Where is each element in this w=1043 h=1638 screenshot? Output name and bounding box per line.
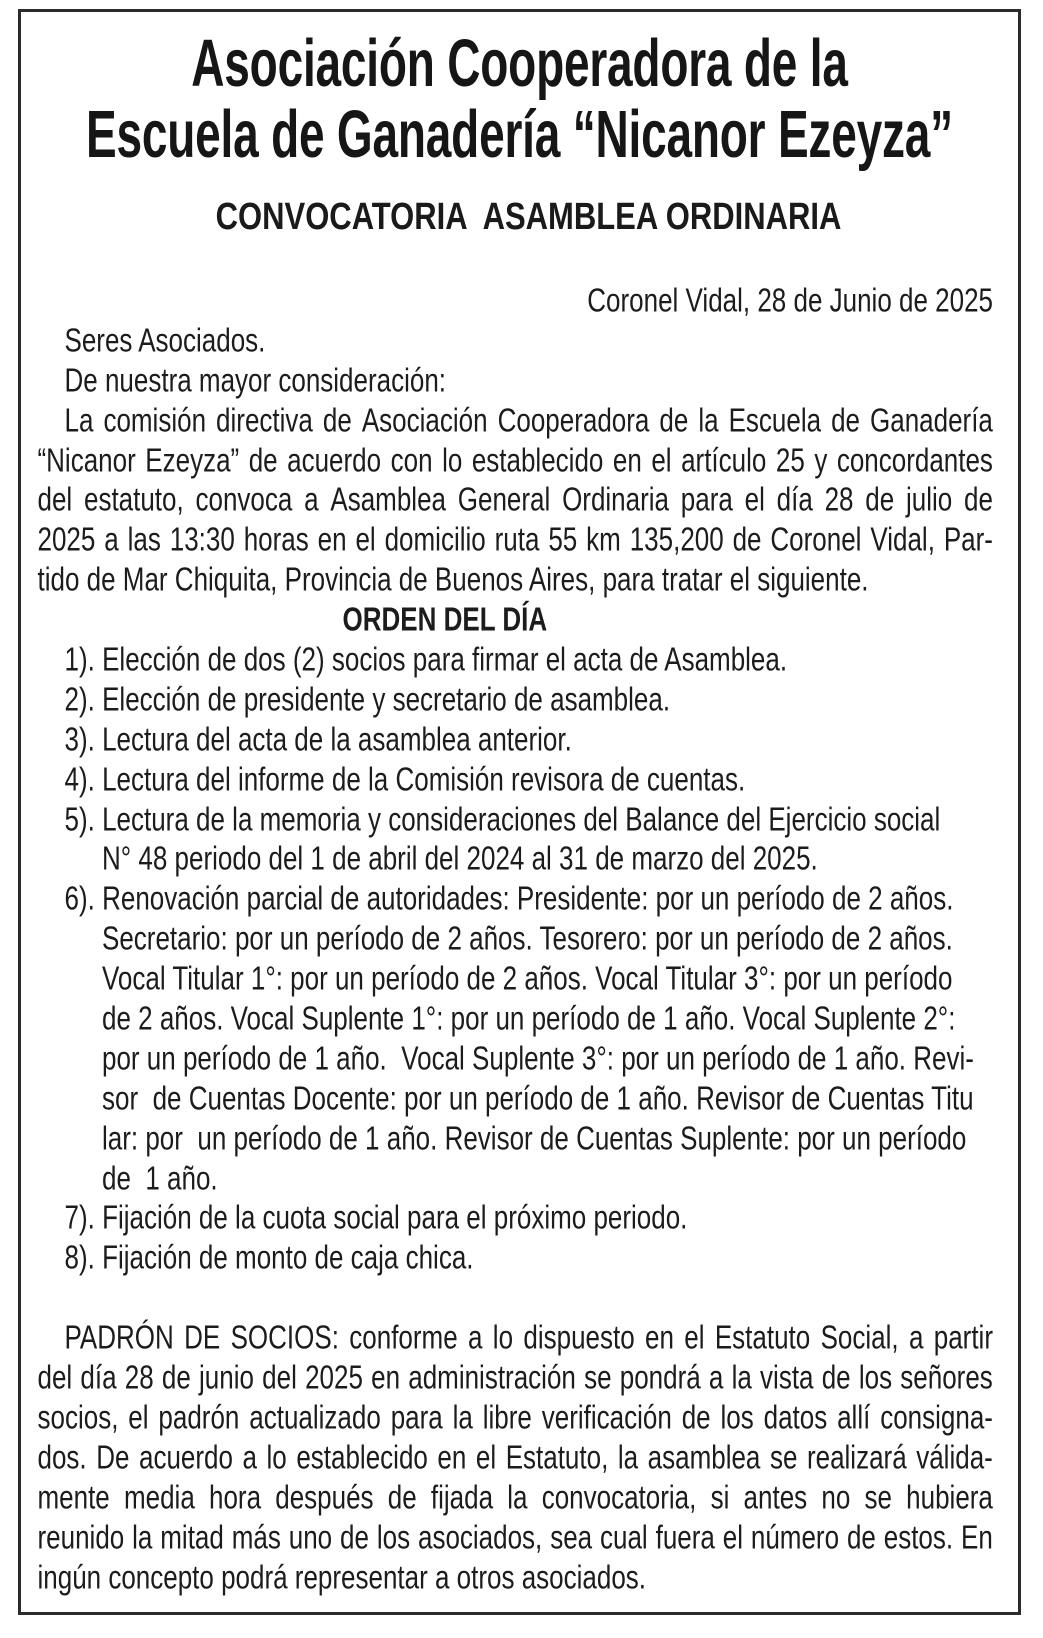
word-fragment: estos.: [883, 1517, 954, 1556]
word-fragment: asamblea: [647, 1437, 761, 1476]
word-fragment: la: [507, 1477, 528, 1516]
word-fragment: estatuto,: [83, 479, 184, 519]
agenda-item-8: [38, 1233, 994, 1284]
word-fragment: el: [355, 519, 376, 559]
word-fragment: pondrá: [619, 1357, 701, 1396]
word-fragment: 2025: [305, 1357, 363, 1396]
agenda-item-text: Lectura de la memoria y consideraciones del Balance del Ejercicio social: [102, 799, 941, 838]
word-fragment: el: [722, 1517, 743, 1556]
word-fragment: los: [858, 1357, 893, 1396]
word-fragment: reunido: [37, 1517, 125, 1556]
salutation: Seres Asociados.: [64, 320, 266, 359]
word-fragment: de: [248, 440, 278, 479]
word-fragment: “Nicanor: [37, 440, 136, 479]
intro-line: tido de Mar Chiquita, Provincia de Buenos Aires, para tratar el siguiente.: [37, 559, 869, 599]
word-fragment: asociados,: [417, 1517, 543, 1556]
word-fragment: fijada: [430, 1477, 494, 1516]
word-fragment: administración: [408, 1357, 576, 1396]
word-fragment: uno: [288, 1517, 333, 1556]
word-fragment: en: [371, 1357, 401, 1396]
word-fragment: y: [814, 440, 828, 479]
word-fragment: se: [769, 1437, 798, 1476]
word-fragment: a: [242, 1437, 257, 1476]
word-fragment: se: [584, 1357, 612, 1396]
word-fragment: acuerdo: [139, 1437, 233, 1476]
agenda-item-number: 8).: [64, 1237, 95, 1277]
agenda-item-6-continuation: por un período de 1 año. Vocal Suplente 3°: por un período de 1 año. Revi-: [102, 1038, 974, 1077]
word-fragment: a: [304, 479, 319, 519]
agenda-heading: ORDEN DEL DÍA: [342, 599, 548, 639]
word-fragment: la: [617, 1437, 639, 1476]
word-fragment: a: [104, 519, 119, 559]
word-fragment: Social,: [820, 1317, 899, 1357]
word-fragment: antes: [743, 1477, 808, 1516]
word-fragment: realizará: [806, 1437, 907, 1476]
agenda-item-text: Renovación parcial de autoridades: Presidente: por un período de 2 años.: [102, 878, 954, 918]
word-fragment: 135,200: [629, 519, 724, 559]
date-line: Coronel Vidal, 28 de Junio de 2025: [587, 280, 993, 319]
word-fragment: la: [698, 400, 719, 439]
word-fragment: hubiera: [906, 1477, 993, 1516]
word-fragment: del: [37, 1357, 73, 1396]
word-fragment: comisión: [103, 400, 207, 439]
word-fragment: válida-: [916, 1437, 993, 1476]
agenda-item-number: 2).: [64, 679, 95, 718]
word-fragment: día: [80, 1357, 117, 1396]
word-fragment: establecido: [471, 440, 604, 479]
word-fragment: dispuesto: [523, 1317, 635, 1357]
agenda-item-6-continuation: Secretario: por un período de 2 años. Tesorero: por un período de 2 años.: [102, 918, 953, 958]
word-fragment: el: [128, 1397, 149, 1436]
word-fragment: se: [864, 1477, 892, 1516]
word-fragment: lo: [266, 1437, 287, 1476]
title-line-2: Escuela de Ganadería “Nicanor Ezeyza”: [86, 96, 953, 172]
word-fragment: padrón: [158, 1397, 240, 1436]
word-fragment: media: [123, 1477, 195, 1516]
word-fragment: 13:30: [169, 519, 235, 559]
word-fragment: el: [475, 1437, 497, 1476]
agenda-item-number: 6).: [64, 878, 95, 918]
word-fragment: horas: [243, 519, 309, 559]
word-fragment: La: [64, 400, 94, 439]
word-fragment: socios,: [37, 1397, 119, 1436]
word-fragment: el: [744, 479, 765, 519]
word-fragment: vista: [760, 1357, 814, 1396]
agenda-item-text: Elección de dos (2) socios para firmar el acta de Asamblea.: [102, 639, 788, 678]
word-fragment: en: [437, 1437, 467, 1476]
word-fragment: datos: [763, 1397, 828, 1436]
word-fragment: número: [750, 1517, 840, 1556]
word-fragment: de: [659, 400, 689, 439]
word-fragment: mente: [37, 1477, 110, 1516]
word-fragment: señores: [900, 1357, 993, 1396]
word-fragment: de: [865, 479, 895, 519]
word-fragment: De: [96, 1437, 130, 1476]
word-fragment: junio: [199, 1357, 254, 1396]
word-fragment: PADRÓN: [64, 1317, 174, 1357]
word-fragment: en: [317, 519, 347, 559]
word-fragment: en: [612, 440, 642, 479]
word-fragment: 28: [824, 479, 854, 519]
word-fragment: 55: [548, 519, 578, 559]
notice-subtitle: CONVOCATORIA ASAMBLEA ORDINARIA: [215, 195, 842, 238]
word-fragment: Ordinaria: [562, 479, 669, 519]
padron-line: ingún concepto podrá representar a otros asociados.: [37, 1557, 646, 1596]
word-fragment: las: [127, 519, 161, 559]
agenda-item-6-continuation: sor de Cuentas Docente: por un período de 1 año. Revisor de Cuentas Titu: [102, 1078, 974, 1117]
word-fragment: convoca: [195, 479, 293, 519]
word-fragment: a: [908, 1317, 924, 1357]
word-fragment: julio: [905, 479, 953, 519]
greeting: De nuestra mayor consideración:: [64, 360, 447, 399]
word-fragment: de: [387, 1477, 417, 1516]
word-fragment: para: [390, 1397, 443, 1436]
agenda-item-text: Lectura del acta de la asamblea anterior.: [102, 719, 572, 758]
word-fragment: los: [720, 1397, 754, 1436]
agenda-item-number: 1).: [64, 639, 95, 678]
agenda-item-text: Lectura del informe de la Comisión revisora de cuentas.: [102, 759, 746, 798]
word-fragment: sea: [550, 1517, 593, 1556]
word-fragment: del: [37, 479, 73, 519]
agenda-item-text: Fijación de la cuota social para el próximo periodo.: [102, 1198, 688, 1237]
agenda-item-5-continuation: N° 48 periodo del 1 de abril del 2024 al 31 de marzo del 2025.: [102, 839, 818, 878]
word-fragment: del: [262, 1357, 297, 1396]
word-fragment: conforme: [349, 1317, 458, 1357]
word-fragment: la: [132, 1517, 153, 1556]
word-fragment: allí: [837, 1397, 871, 1436]
word-fragment: de: [161, 1357, 191, 1396]
word-fragment: Par-: [943, 519, 993, 559]
word-fragment: de: [964, 479, 993, 519]
notice-frame: [18, 9, 1021, 1615]
word-fragment: dos.: [37, 1437, 87, 1476]
word-fragment: partir: [933, 1317, 993, 1357]
word-fragment: establecido: [296, 1437, 428, 1476]
word-fragment: después: [275, 1477, 374, 1516]
word-fragment: ruta: [494, 519, 540, 559]
word-fragment: libre: [482, 1397, 532, 1436]
word-fragment: si: [710, 1477, 730, 1516]
word-fragment: los: [376, 1517, 411, 1556]
word-fragment: DE: [184, 1317, 221, 1357]
word-fragment: SOCIOS:: [230, 1317, 339, 1357]
word-fragment: 25: [775, 440, 805, 479]
word-fragment: no: [821, 1477, 851, 1516]
word-fragment: consigna-: [880, 1397, 993, 1436]
word-fragment: concordantes: [836, 440, 993, 479]
word-fragment: lo: [442, 440, 463, 479]
agenda-item-text: Fijación de monto de caja chica.: [102, 1237, 474, 1277]
word-fragment: la: [731, 1357, 752, 1396]
word-fragment: el: [651, 440, 672, 479]
word-fragment: acuerdo: [287, 440, 382, 479]
agenda-item-number: 3).: [64, 719, 95, 758]
agenda-item-number: 4).: [64, 759, 95, 798]
word-fragment: actualizado: [249, 1397, 381, 1436]
word-fragment: de: [322, 400, 352, 439]
word-fragment: con: [390, 440, 433, 479]
word-fragment: de: [340, 1517, 369, 1556]
word-fragment: convocatoria,: [541, 1477, 697, 1516]
word-fragment: Estatuto: [714, 1317, 811, 1357]
notice-body: [38, 281, 994, 1597]
word-fragment: km: [586, 519, 621, 559]
word-fragment: lo: [492, 1317, 514, 1357]
word-fragment: Escuela: [728, 400, 822, 439]
agenda-item-6-continuation: de 2 años. Vocal Suplente 1°: por un período de 1 año. Vocal Suplente 2°:: [102, 998, 956, 1037]
word-fragment: Ezeyza”: [145, 440, 240, 479]
word-fragment: directiva: [216, 400, 313, 439]
word-fragment: el: [684, 1317, 705, 1357]
word-fragment: más: [231, 1517, 281, 1556]
agenda-item-text: Elección de presidente y secretario de asamblea.: [102, 679, 671, 718]
word-fragment: Cooperadora: [497, 400, 650, 439]
word-fragment: 28: [124, 1357, 154, 1396]
agenda-item-number: 5).: [64, 799, 95, 838]
word-fragment: domicilio: [384, 519, 486, 559]
word-fragment: cual: [600, 1517, 648, 1556]
word-fragment: de: [821, 1357, 851, 1396]
word-fragment: Asamblea: [330, 479, 446, 519]
word-fragment: hora: [209, 1477, 262, 1516]
word-fragment: la: [452, 1397, 473, 1436]
word-fragment: a: [468, 1317, 483, 1357]
word-fragment: Vidal,: [870, 519, 935, 559]
word-fragment: verificación: [541, 1397, 672, 1436]
word-fragment: artículo: [681, 440, 767, 479]
word-fragment: de: [732, 519, 762, 559]
word-fragment: En: [961, 1517, 993, 1556]
word-fragment: día: [776, 479, 813, 519]
word-fragment: Estatuto,: [505, 1437, 609, 1476]
notice-title: [21, 25, 1018, 172]
title-line-1: Asociación Cooperadora de la: [191, 25, 848, 101]
word-fragment: en: [645, 1317, 674, 1357]
word-fragment: de: [846, 1517, 876, 1556]
word-fragment: General: [457, 479, 551, 519]
word-fragment: mitad: [160, 1517, 224, 1556]
word-fragment: Coronel: [770, 519, 862, 559]
word-fragment: para: [680, 479, 733, 519]
word-fragment: 2025: [37, 519, 96, 559]
word-fragment: fuera: [655, 1517, 715, 1556]
agenda-item-6-continuation: Vocal Titular 1°: por un período de 2 años. Vocal Titular 3°: por un período: [102, 958, 953, 998]
agenda-item-6-continuation: lar: por un período de 1 año. Revisor de Cuentas Suplente: por un período: [102, 1118, 967, 1157]
word-fragment: Ganadería: [870, 400, 993, 439]
word-fragment: de: [831, 400, 861, 439]
agenda-item-number: 7).: [64, 1198, 95, 1237]
word-fragment: a: [708, 1357, 724, 1396]
word-fragment: de: [681, 1397, 711, 1436]
word-fragment: Asociación: [361, 400, 488, 439]
agenda-item-6-continuation: de 1 año.: [102, 1158, 218, 1197]
